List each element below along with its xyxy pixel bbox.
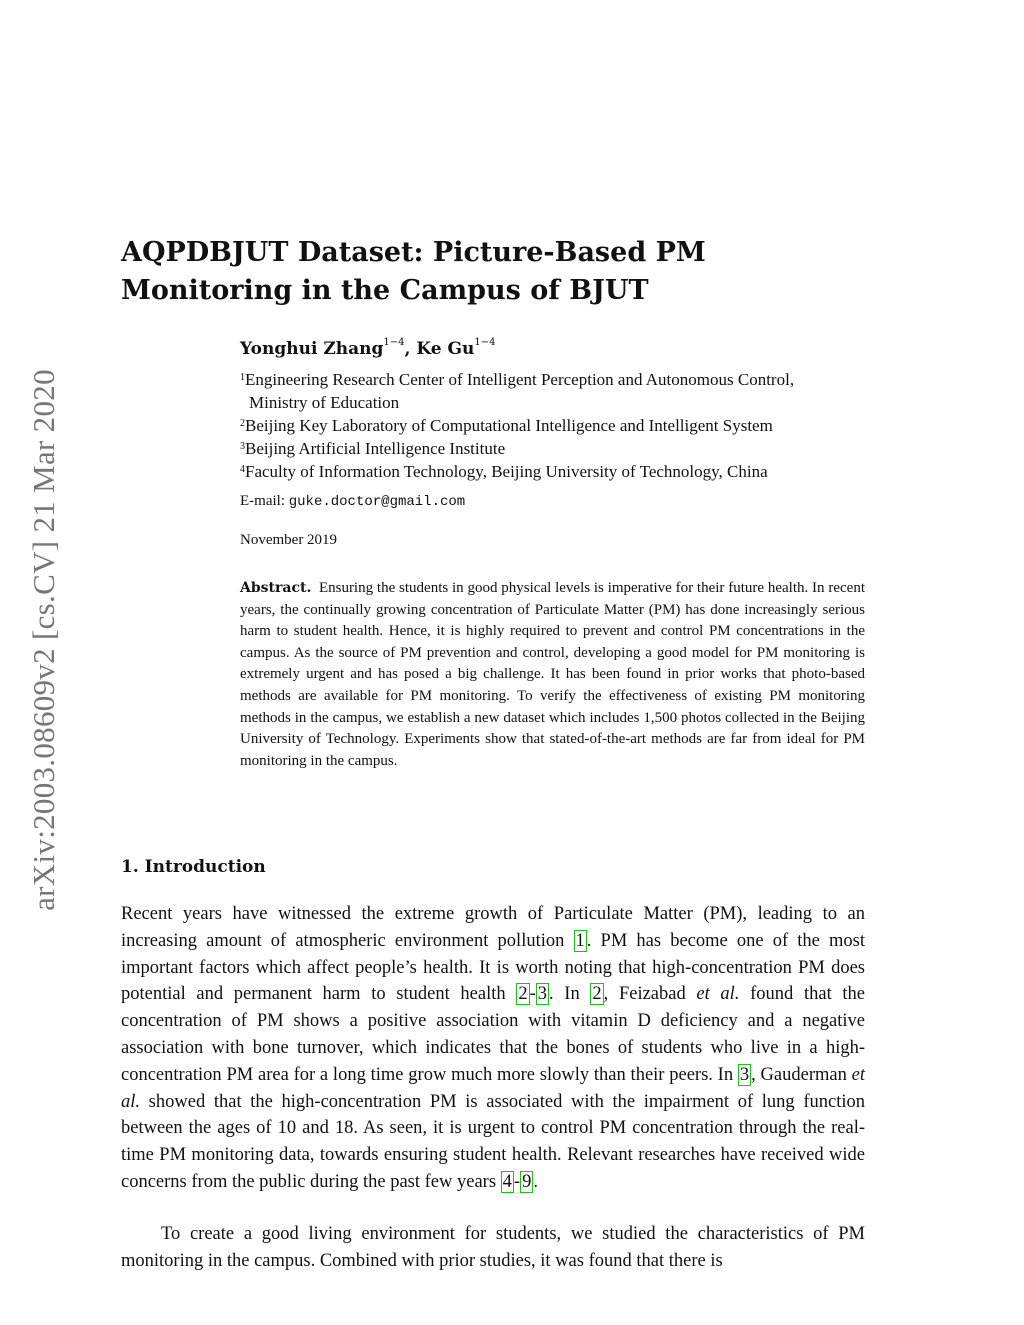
author-line bbox=[240, 339, 495, 359]
affiliation-1-cont: Ministry of Education bbox=[249, 393, 400, 412]
citation-link[interactable]: 1 bbox=[575, 930, 585, 951]
citation-link[interactable]: 3 bbox=[537, 984, 547, 1005]
affiliation-4: $^4$Faculty of Information Technology, Beijing University of Technology, China bbox=[240, 462, 768, 481]
citation-link[interactable]: 3 bbox=[739, 1064, 750, 1085]
affiliation-3: $^3$Beijing Artificial Intelligence Institute bbox=[240, 439, 506, 458]
author-superscript: 1−4 bbox=[383, 337, 405, 348]
paper-date: November 2019 bbox=[240, 532, 338, 548]
arxiv-id-text: arXiv:2003.08609v2 [cs.CV] 21 Mar 2020 bbox=[26, 369, 61, 911]
email-line bbox=[240, 493, 465, 510]
affiliation-2: $^2$Beijing Key Laboratory of Computational Intelligence and Intelligent System bbox=[240, 416, 773, 435]
arxiv-sidebar-stamp bbox=[16, 340, 72, 940]
author-separator: , bbox=[404, 339, 417, 359]
author-name: Yonghui Zhang bbox=[240, 339, 384, 359]
citation-link[interactable]: 9 bbox=[522, 1171, 532, 1192]
citation-link[interactable]: 4 bbox=[502, 1171, 512, 1192]
affiliation-1: $^1$Engineering Research Center of Intelligent Perception and Autonomous Control, bbox=[240, 370, 795, 389]
citation-link[interactable]: 2 bbox=[592, 984, 602, 1005]
intro-paragraph-1: Recent years have witnessed the extreme growth of Particulate Matter (PM), leading to an increasing amount of atmospheric environment pollution 1 . PM has become one of the most important factors which affect people’s health. It is worth noting that high-concentration PM does potential and permanent harm to student health 2 - 3 . In 2 , Feizabad et al. found that the concentration of PM shows a positive association with vitamin D deficiency and a negative association with bone turnover, which indicates that the bones of students who live in a high-concentration PM area for a long time grow much more slowly than their peers. In 3 , Gauderman et al. showed that the high-concentration PM is associated with the impairment of lung function between the ages of 10 and 18. As seen, it is urgent to control PM concentration through the real-time PM monitoring data, towards ensuring student health. Relevant researches have received wide concerns from the public during the past few years 4 - 9 . bbox=[121, 904, 866, 1192]
author-name: Ke Gu bbox=[416, 339, 475, 359]
citation-link[interactable]: 2 bbox=[518, 984, 528, 1005]
intro-paragraph-2: To create a good living environment for students, we studied the characteristics of PM monitoring in the campus. Combined with prior studies, it was found that there is bbox=[121, 1224, 865, 1271]
abstract-label: Abstract. bbox=[240, 580, 312, 596]
abstract bbox=[240, 578, 865, 772]
email-label: E-mail: bbox=[240, 493, 289, 509]
author-superscript: 1−4 bbox=[474, 337, 496, 348]
email-address[interactable]: guke.doctor@gmail.com bbox=[288, 494, 466, 510]
abstract-text: Ensuring the students in good physical levels is imperative for their future health. In recent years, the continually growing concentration of Particulate Matter (PM) has done increasingly serious harm to student health. Hence, it is highly required to prevent and control PM concentrations in the campus. As the source of PM prevention and control, developing a good model for PM monitoring is extremely urgent and has posed a big challenge. It has been found in prior works that photo-based methods are available for PM monitoring. To verify the effectiveness of existing PM monitoring methods in the campus, we establish a new dataset which includes 1,500 photos collected in the Beijing University of Technology. Experiments show that stated-of-the-art methods are far from ideal for PM monitoring in the campus. bbox=[240, 580, 865, 769]
paper-title: AQPDBJUT Dataset: Picture-Based PM Monitoring in the Campus of BJUT bbox=[121, 237, 706, 306]
section-heading: 1. Introduction bbox=[121, 857, 266, 877]
